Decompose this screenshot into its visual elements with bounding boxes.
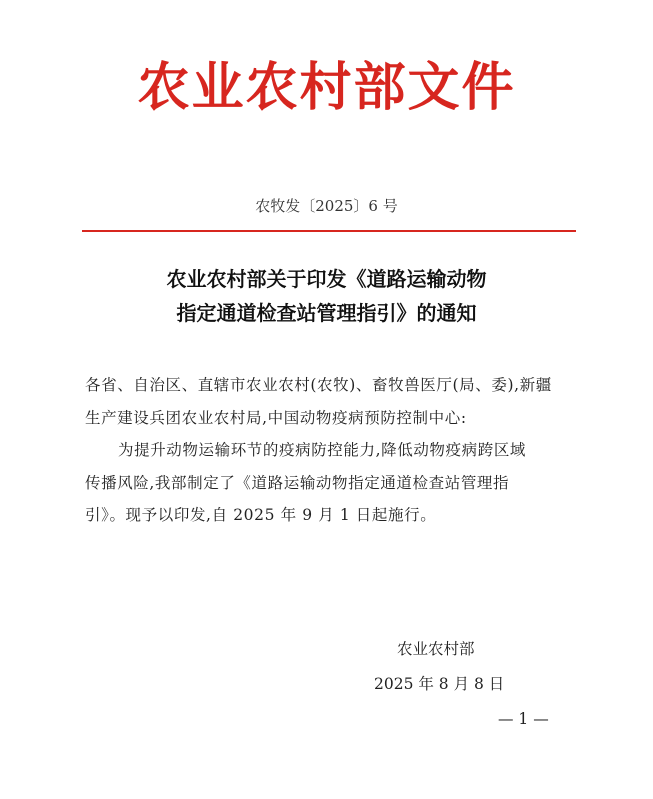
- paragraph-line: 为提升动物运输环节的疫病防控能力,降低动物疫病跨区域: [118, 441, 527, 459]
- document-number: 农牧发〔2025〕6 号: [255, 197, 398, 215]
- notice-title-line: 农业农村部关于印发《道路运输动物: [166, 267, 487, 291]
- notice-body: [85, 369, 573, 532]
- page-number: — 1 —: [498, 710, 549, 728]
- issue-date: 2025 年 8 月 8 日: [374, 675, 505, 693]
- issuing-authority: 农业农村部: [397, 640, 475, 658]
- paragraph-line: 传播风险,我部制定了《道路运输动物指定通道检查站管理指: [85, 473, 510, 492]
- notice-title-line: 指定通道检查站管理指引》的通知: [176, 301, 477, 325]
- paragraph-line: 引》。现予以印发,自 2025 年 9 月 1 日起施行。: [85, 506, 437, 524]
- addressee-line: 各省、自治区、直辖市农业农村(农牧)、畜牧兽医厅(局、委),新疆: [85, 376, 552, 394]
- notice-title: [0, 262, 653, 330]
- red-separator-line: [82, 230, 576, 232]
- addressee-line: 生产建设兵团农业农村局,中国动物疫病预防控制中心:: [85, 408, 467, 427]
- document-masthead: 农业农村部文件: [137, 57, 516, 118]
